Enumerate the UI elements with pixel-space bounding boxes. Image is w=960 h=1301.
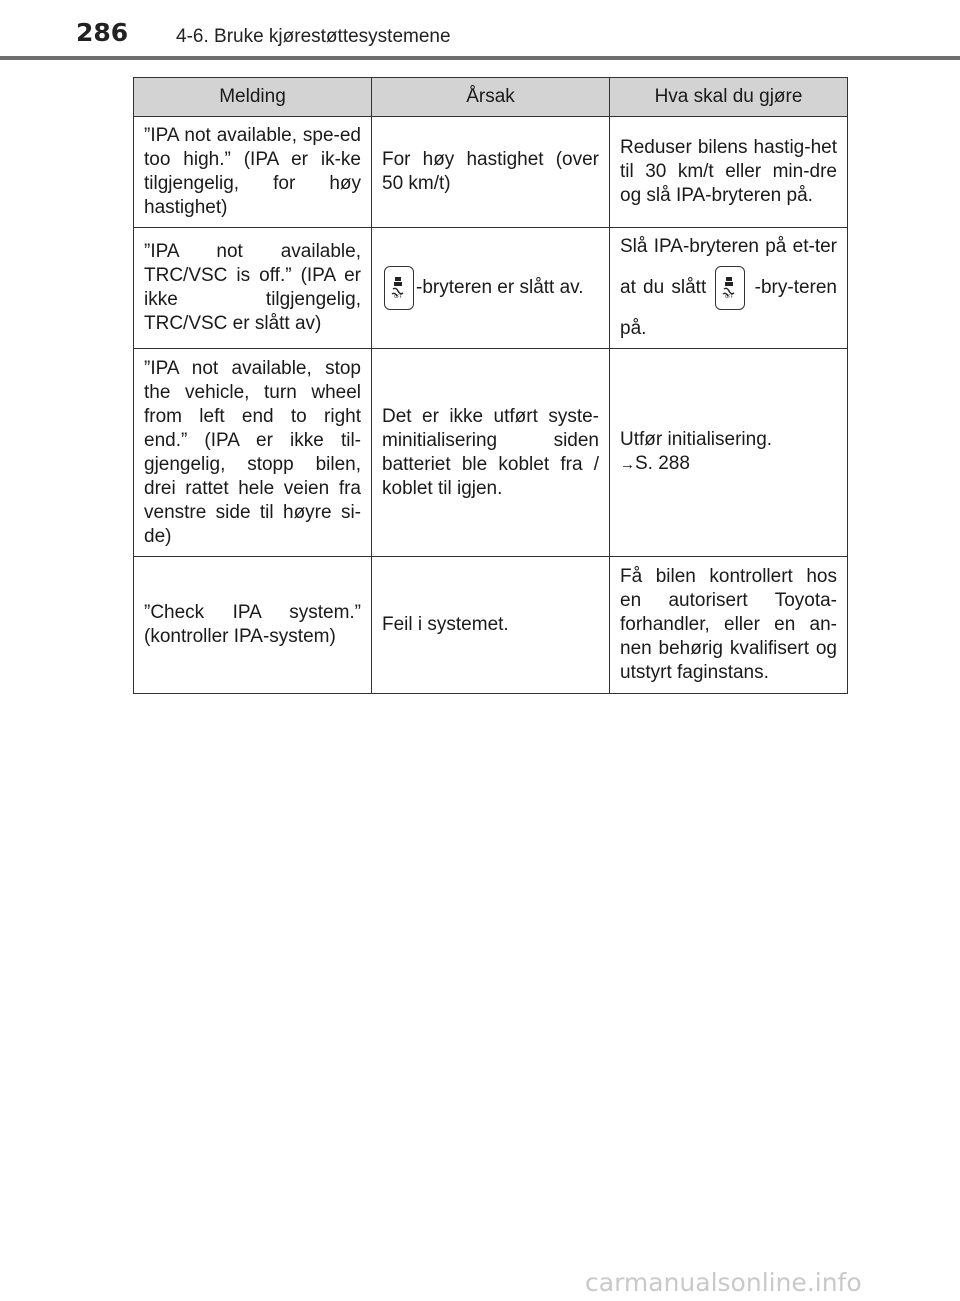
cause-text: -bryteren er slått av. [416,277,584,299]
section-title: 4-6. Bruke kjørestøttesystemene [176,26,451,47]
table-header-row [134,78,848,117]
message-cell: ”IPA not available, spe-ed too high.” (IPA er ik-ke tilgjengelig, for høy hastighet) [134,117,372,228]
message-table [133,77,848,694]
svg-text:OFF: OFF [394,294,402,299]
cause-cell: Feil i systemet. [372,557,610,694]
table-row [134,557,848,694]
arrow-right-icon: → [620,456,635,473]
page-header [0,0,960,60]
table-row [134,228,848,349]
table-row [134,117,848,228]
column-header-action: Hva skal du gjøre [610,78,848,117]
header-rule [0,56,960,60]
cause-cell: For høy hastighet (over 50 km/t) [372,117,610,228]
action-text-after: -bry-teren på. [620,277,837,339]
page-reference-text: S. 288 [635,453,690,474]
column-header-cause: Årsak [372,78,610,117]
page-number: 286 [76,18,129,47]
table-row [134,349,848,557]
svg-text:OFF: OFF [725,294,734,299]
cause-cell [372,228,610,349]
vsc-off-icon [384,266,414,310]
watermark: carmanualsonline.info [585,1268,862,1297]
action-text-before: Slå IPA-bryteren på et-ter at du slått [620,236,837,299]
action-cell: Få bilen kontrollert hos en autorisert Toyota-forhandler, eller en an-nen behørig kvalifisert og utstyrt faginstans. [610,557,848,694]
message-cell: ”IPA not available, TRC/VSC is off.” (IPA er ikke tilgjengelig, TRC/VSC er slått av) [134,228,372,349]
message-cell: ”Check IPA system.” (kontroller IPA-system) [134,557,372,694]
action-cell [610,349,848,557]
action-cell [610,228,848,349]
action-text: Utfør initialisering. [620,429,773,450]
cause-cell: Det er ikke utført syste-minitialisering siden batteriet ble koblet fra / koblet til igjen. [372,349,610,557]
action-cell: Reduser bilens hastig-het til 30 km/t eller min-dre og slå IPA-bryteren på. [610,117,848,228]
vsc-off-icon [715,266,745,310]
column-header-message: Melding [134,78,372,117]
message-cell: ”IPA not available, stop the vehicle, turn wheel from left end to right end.” (IPA er ikke til-gjengelig, stopp bilen, drei rattet hele veien fra venstre side til høyre si-de) [134,349,372,557]
page-reference [620,452,837,477]
